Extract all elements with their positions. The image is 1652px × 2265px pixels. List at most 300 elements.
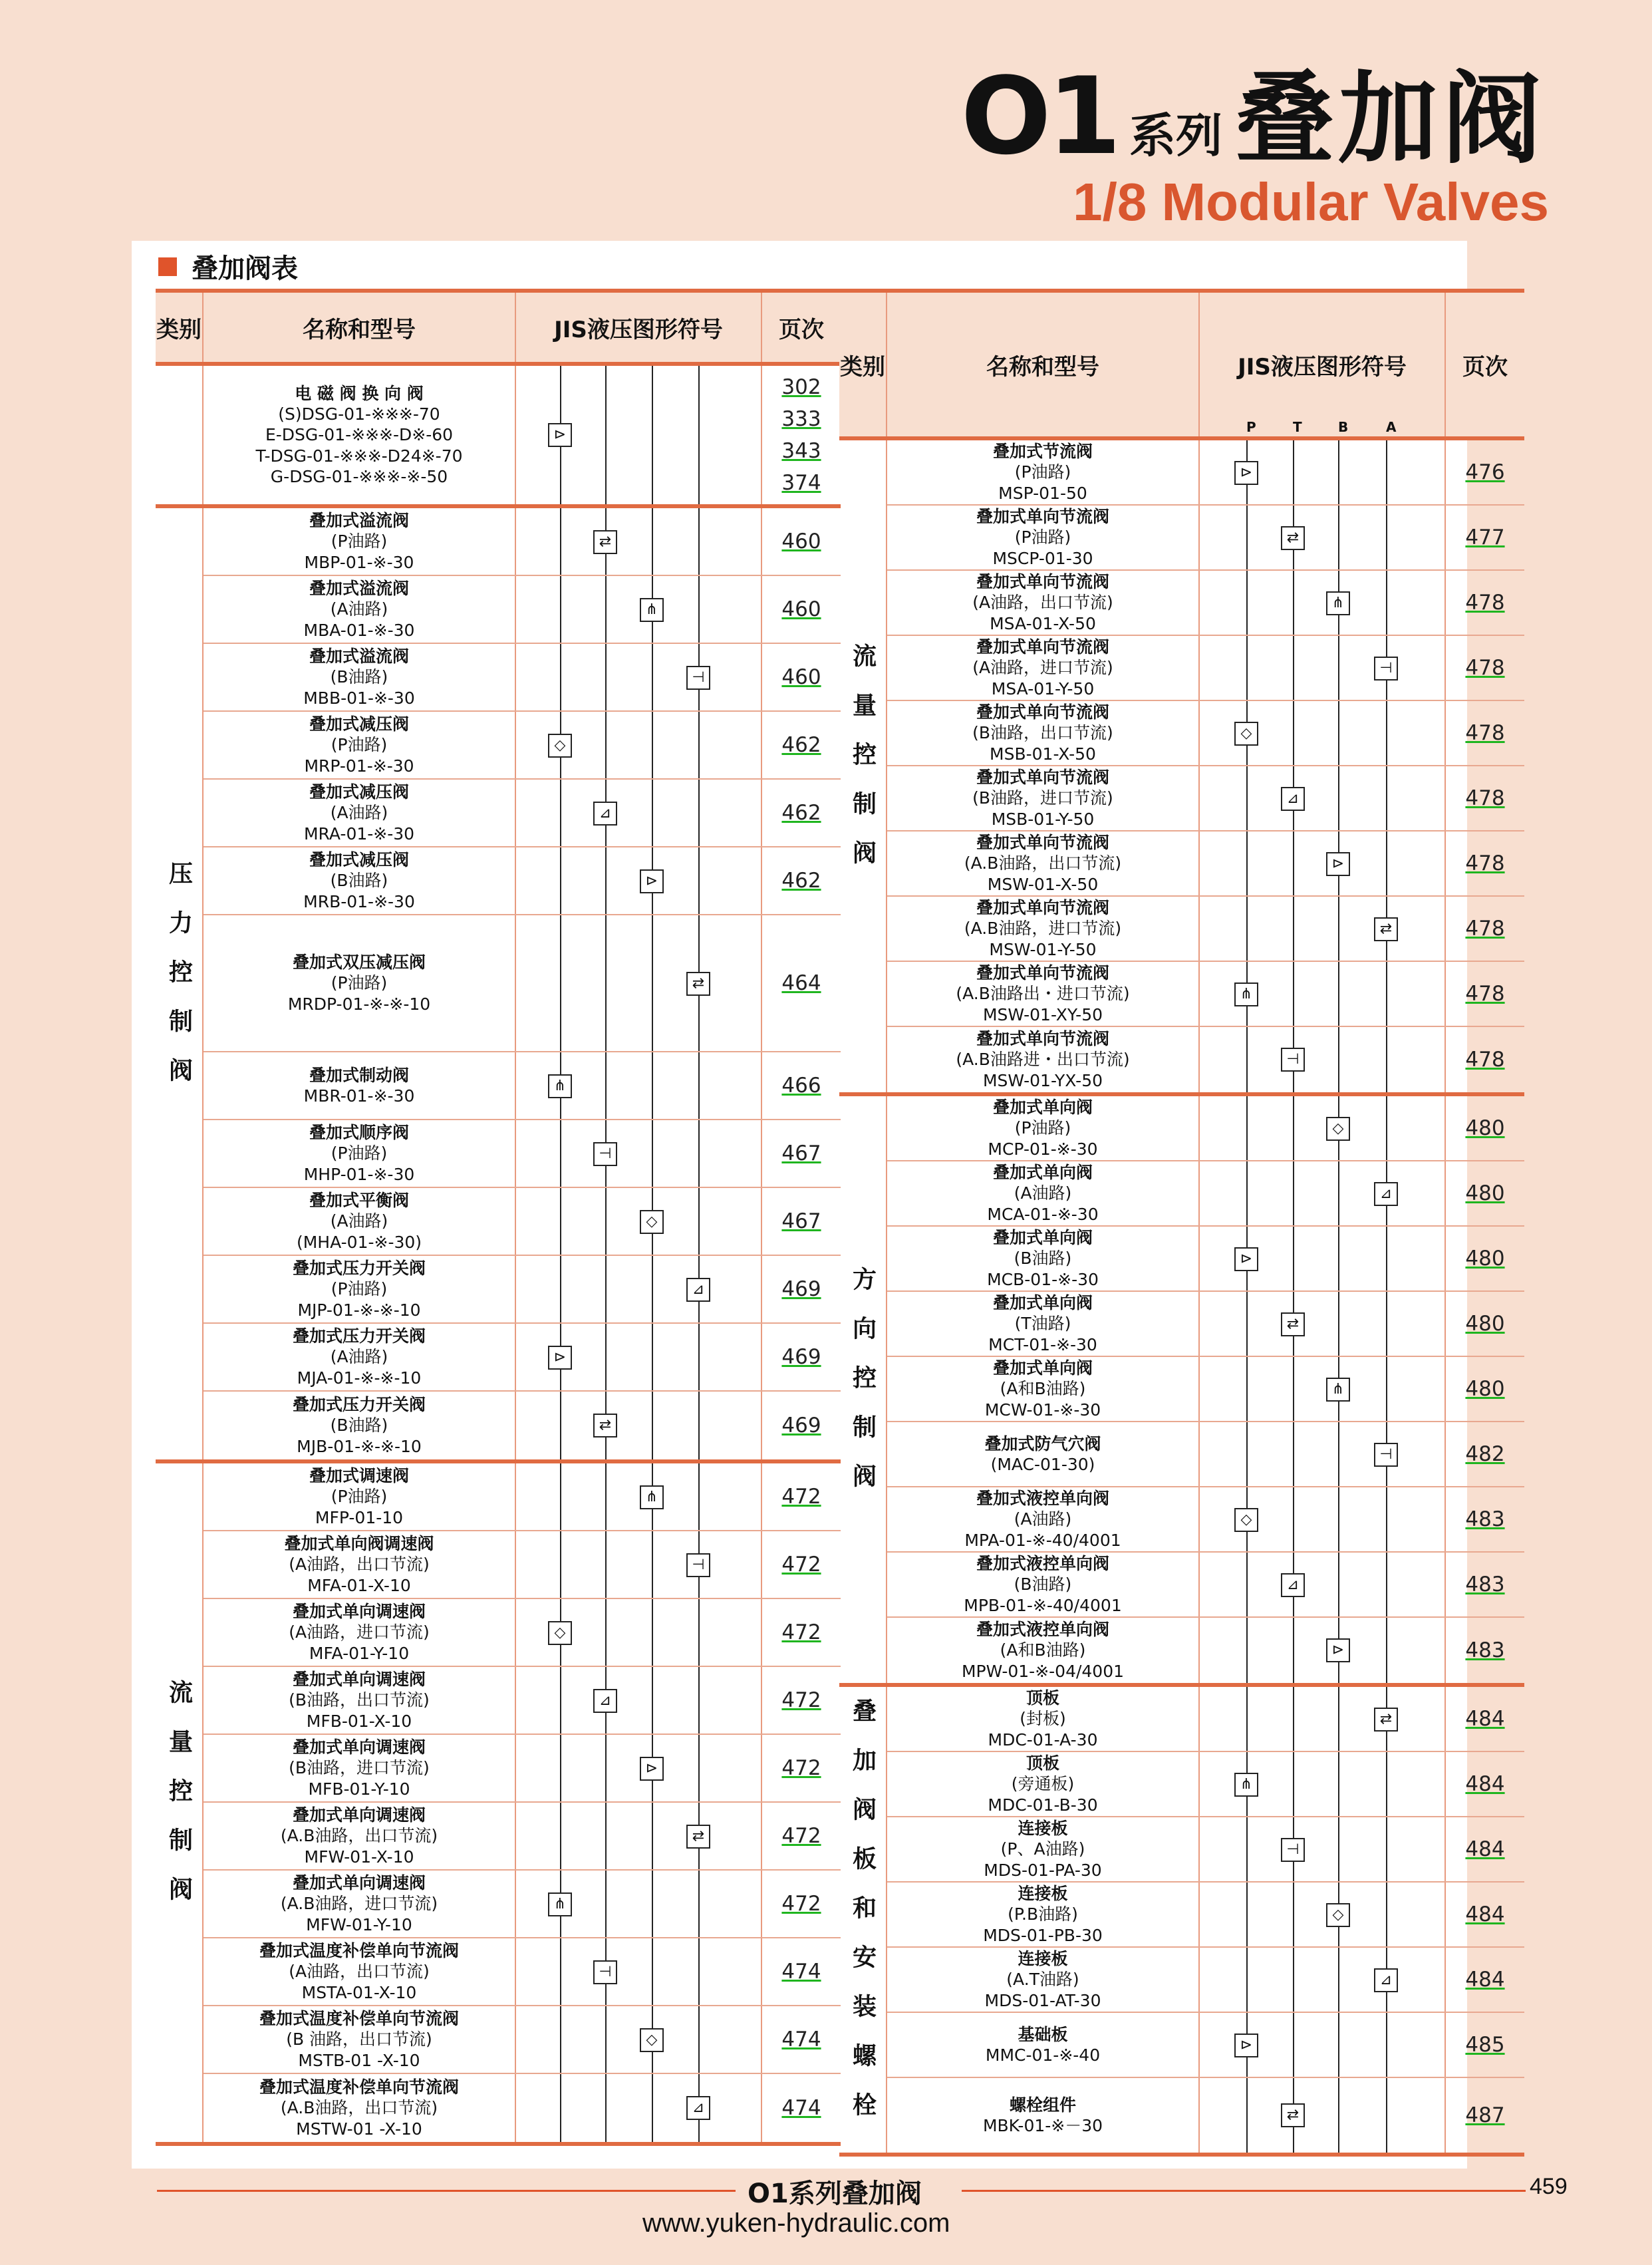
port-line [652, 1531, 653, 1598]
table-row [204, 1120, 841, 1188]
page-link[interactable]: 482 [1465, 1441, 1505, 1466]
page-link[interactable]: 472 [781, 1620, 821, 1644]
valve-name-line: 叠加式单向调速阀 [292, 1737, 426, 1757]
section-title: 叠加阀表 [192, 253, 298, 284]
valve-name-line: (旁通板) [1011, 1774, 1075, 1794]
valve-name-line: (B油路) [330, 1416, 388, 1435]
table-row [887, 2013, 1524, 2078]
valve-name-cell [204, 1052, 516, 1119]
page-cell [762, 1052, 841, 1119]
page-link[interactable]: 478 [1465, 981, 1505, 1006]
valve-name-line: MBR-01-※-30 [303, 1086, 415, 1106]
valve-name-line: MDS-01-PA-30 [984, 1860, 1102, 1880]
table-row [204, 1871, 841, 1938]
port-line [1338, 1687, 1339, 1751]
valve-name-line: (A.T油路) [1006, 1970, 1079, 1990]
port-line [652, 1120, 653, 1187]
table-row [887, 897, 1524, 962]
valve-name-line: (P油路) [331, 1143, 388, 1163]
valve-name-line: MMC-01-※-40 [985, 2045, 1101, 2065]
table-row [887, 1817, 1524, 1883]
port-line [1293, 1948, 1294, 2012]
port-line [1338, 701, 1339, 765]
page-link[interactable]: 472 [781, 1891, 821, 1916]
valve-name-line: (A油路) [330, 1347, 388, 1367]
page-cell [762, 1463, 841, 1530]
footer-line-right [962, 2190, 1526, 2192]
port-line [1338, 2013, 1339, 2077]
valve-name-line: 叠加式液控单向阀 [976, 1620, 1109, 1640]
valve-name-line: MFP-01-10 [315, 1507, 404, 1527]
port-line [652, 712, 653, 778]
page-link[interactable]: 474 [781, 1959, 821, 1984]
valve-name-line: MSA-01-X-50 [990, 613, 1096, 633]
table-row [887, 571, 1524, 636]
valve-name-line: 叠加式减压阀 [309, 850, 409, 870]
valve-name-line: 叠加式单向阀 [992, 1293, 1093, 1313]
page-link[interactable]: 466 [781, 1073, 821, 1098]
page-link[interactable]: 478 [1465, 655, 1505, 680]
valve-name-line: 叠加式制动阀 [309, 1065, 409, 1085]
valve-symbol-icon: ⇄ [1281, 1312, 1305, 1336]
valve-name-line: MCB-01-※-30 [987, 1269, 1099, 1289]
page-title [960, 54, 1546, 178]
valve-name-line: MJA-01-※-※-10 [297, 1368, 422, 1388]
hydraulic-symbol-cell [516, 2074, 762, 2142]
valve-name-line: (A油路，进口节流) [972, 658, 1113, 678]
port-line [1386, 2078, 1387, 2153]
page-cell [1446, 831, 1524, 895]
page-link[interactable]: 483 [1465, 1638, 1505, 1662]
page-cell [1446, 1227, 1524, 1290]
valve-name-line: (P油路) [331, 1487, 388, 1507]
valve-symbol-icon: ◇ [640, 1210, 664, 1234]
valve-name-line: 叠加式压力开关阀 [292, 1326, 426, 1346]
table-row [887, 1752, 1524, 1817]
valve-name-line: (P油路) [331, 1279, 388, 1299]
port-line [1386, 506, 1387, 569]
port-line [605, 1871, 607, 1937]
table-header [156, 293, 841, 366]
valve-name-line: MSW-01-Y-50 [989, 939, 1097, 959]
table-row [887, 1357, 1524, 1422]
valve-name-line: (T油路) [1014, 1314, 1071, 1334]
valve-name-line: (A油路，出口节流) [972, 593, 1113, 613]
page-link[interactable]: 333 [781, 406, 821, 431]
table-row [887, 1422, 1524, 1487]
valve-name-line: (MAC-01-30) [990, 1455, 1095, 1474]
valve-name-cell [887, 1752, 1200, 1816]
valve-name-line: 叠加式液控单向阀 [976, 1554, 1109, 1574]
page-link[interactable]: 462 [781, 868, 821, 893]
page-cell [1446, 1618, 1524, 1683]
valve-name-line: 叠加式单向节流阀 [976, 572, 1109, 592]
category-label: 流量控制阀 [165, 1680, 193, 1926]
valve-name-line: (P油路) [331, 531, 388, 551]
port-line [1338, 962, 1339, 1026]
valve-name-line: 叠加式防气穴阀 [984, 1434, 1101, 1453]
page-cell [762, 847, 841, 914]
valve-symbol-icon: ⊳ [1326, 1638, 1350, 1662]
page-link[interactable]: 484 [1465, 1967, 1505, 1992]
hydraulic-symbol-cell [1200, 571, 1446, 635]
port-line [560, 2006, 561, 2073]
page-link[interactable]: 472 [781, 1688, 821, 1712]
hydraulic-symbol-cell [1200, 1752, 1446, 1816]
page-cell [1446, 1487, 1524, 1551]
port-line [1246, 1422, 1248, 1486]
category-cell [156, 1463, 204, 2142]
valve-symbol-icon: ⊳ [1234, 1247, 1258, 1271]
page-link[interactable]: 467 [781, 1209, 821, 1233]
port-line [605, 1256, 607, 1322]
table-row [887, 1553, 1524, 1618]
page-link[interactable]: 477 [1465, 525, 1505, 549]
port-line [698, 1120, 700, 1187]
valve-symbol-icon: ⊿ [593, 802, 617, 826]
port-line [560, 2074, 561, 2142]
valve-symbol-icon: ⊳ [640, 1757, 664, 1781]
hydraulic-symbol-cell [516, 1871, 762, 1937]
page-cell [1446, 1553, 1524, 1616]
page-link[interactable]: 469 [781, 1413, 821, 1437]
page-cell [1446, 571, 1524, 635]
valve-name-line: (A油路) [1014, 1509, 1072, 1529]
valve-name-cell [204, 1120, 516, 1187]
valve-symbol-icon: ◇ [548, 734, 572, 758]
page-link[interactable]: 476 [1465, 460, 1505, 484]
valve-name-line: 叠加式减压阀 [309, 782, 409, 802]
page-link[interactable]: 484 [1465, 1837, 1505, 1861]
port-line [698, 1052, 700, 1119]
valve-name-line: MSW-01-XY-50 [982, 1004, 1103, 1024]
hydraulic-symbol-cell [516, 1531, 762, 1598]
valve-name-line: (P油路) [1014, 462, 1071, 482]
port-line [1386, 1817, 1387, 1881]
valve-name-cell [887, 1487, 1200, 1551]
valve-name-line: MSW-01-YX-50 [982, 1070, 1103, 1090]
port-line [605, 1735, 607, 1801]
page-link[interactable]: 484 [1465, 1706, 1505, 1731]
valve-name-line: (P油路) [331, 735, 388, 755]
valve-name-line: 叠加式温度补偿单向节流阀 [259, 1941, 459, 1961]
port-line [1386, 1487, 1387, 1551]
valve-name-line: 叠加式温度补偿单向节流阀 [259, 2077, 459, 2097]
page-link[interactable]: 462 [781, 800, 821, 825]
valve-symbol-icon: ⊣ [686, 1553, 710, 1577]
valve-name-line: MFB-01-X-10 [306, 1711, 412, 1731]
valve-name-line: (A.B油路，进口节流) [280, 1894, 438, 1914]
hydraulic-symbol-cell [1200, 1027, 1446, 1092]
table-row [204, 508, 841, 576]
valve-name-line: 顶板 [1026, 1753, 1059, 1773]
page-link[interactable]: 460 [781, 597, 821, 621]
port-line [698, 1463, 700, 1530]
valve-name-line: (A.B油路，出口节流) [280, 1826, 438, 1846]
page-link[interactable]: 472 [781, 1755, 821, 1780]
valve-name-line: 顶板 [1026, 1688, 1059, 1708]
page-cell [762, 2006, 841, 2073]
port-line [652, 508, 653, 575]
category-group [839, 1687, 1524, 2153]
page-link[interactable]: 480 [1465, 1246, 1505, 1271]
table-row [887, 1618, 1524, 1683]
port-line [652, 1803, 653, 1869]
table-row [887, 506, 1524, 571]
valve-name-cell [204, 2074, 516, 2142]
table-row [204, 1463, 841, 1531]
port-line [1246, 766, 1248, 830]
page-link[interactable]: 302 [781, 375, 821, 399]
port-line [1293, 571, 1294, 635]
page-link[interactable]: 484 [1465, 1902, 1505, 1926]
valve-name-cell [204, 712, 516, 778]
left-table [156, 289, 841, 2146]
valve-name-line: 连接板 [1018, 1819, 1068, 1839]
valve-name-line: 叠加式双压减压阀 [292, 953, 426, 973]
table-row [887, 1227, 1524, 1292]
valve-name-line: MSB-01-X-50 [990, 744, 1096, 764]
valve-name-line: MSA-01-Y-50 [991, 679, 1095, 698]
valve-name-line: 叠加式温度补偿单向节流阀 [259, 2009, 459, 2029]
page-link[interactable]: 374 [781, 471, 821, 496]
valve-symbol-icon: ⇄ [1374, 1708, 1398, 1732]
group-rows [887, 1096, 1524, 1683]
page-link[interactable]: 480 [1465, 1311, 1505, 1336]
valve-name-line: 电 磁 阀 换 向 阀 [295, 383, 424, 403]
page-link[interactable]: 469 [781, 1344, 821, 1369]
page-link[interactable]: 483 [1465, 1572, 1505, 1596]
port-line [698, 1324, 700, 1390]
page-link[interactable]: 460 [781, 665, 821, 689]
footer-title: O1系列叠加阀 [748, 2179, 922, 2209]
page-link[interactable]: 478 [1465, 916, 1505, 941]
valve-name-line: (B油路，出口节流) [972, 723, 1113, 743]
port-line [1246, 1618, 1248, 1683]
port-line [698, 1938, 700, 2005]
page-cell [762, 508, 841, 575]
header-name [204, 293, 516, 362]
page-link[interactable]: 462 [781, 732, 821, 757]
valve-name-cell [887, 571, 1200, 635]
valve-name-cell [887, 1096, 1200, 1160]
valve-name-line: (P、A油路) [1000, 1839, 1085, 1859]
port-line [652, 1599, 653, 1666]
page-cell [762, 1871, 841, 1937]
table-row [204, 1392, 841, 1459]
header-symbol [516, 293, 762, 362]
port-line [1386, 1618, 1387, 1683]
page-link[interactable]: 474 [781, 2027, 821, 2051]
table-row [887, 1161, 1524, 1227]
table-row [887, 831, 1524, 897]
valve-name-line: 叠加式单向节流阀 [976, 507, 1109, 527]
page-link[interactable]: 478 [1465, 851, 1505, 875]
page-cell [1446, 1357, 1524, 1421]
valve-symbol-icon: ⊣ [593, 1142, 617, 1166]
right-table [839, 289, 1524, 2157]
valve-name-line: 叠加式单向调速阀 [292, 1873, 426, 1893]
hydraulic-symbol-cell [516, 1188, 762, 1255]
hydraulic-symbol-cell [516, 576, 762, 643]
page-link[interactable]: 478 [1465, 590, 1505, 615]
page-cell [762, 1120, 841, 1187]
page-cell [1446, 962, 1524, 1026]
valve-name-cell [887, 1357, 1200, 1421]
port-line [605, 1599, 607, 1666]
port-label-a: A [1386, 419, 1397, 435]
valve-name-cell [204, 1871, 516, 1937]
port-line [1246, 1687, 1248, 1751]
valve-name-line: (B 油路，出口节流) [286, 2030, 432, 2049]
port-line [1293, 1357, 1294, 1421]
valve-name-line: (A.B油路，出口节流) [280, 2098, 438, 2118]
port-line [560, 847, 561, 914]
category-label: 压力控制阀 [165, 861, 193, 1107]
header-category [839, 293, 887, 436]
group-rows [204, 366, 841, 504]
port-line [1386, 1752, 1387, 1816]
valve-name-line: (A油路) [330, 803, 388, 823]
valve-name-line: T-DSG-01-※※※-D24※-70 [255, 446, 463, 466]
hydraulic-symbol-cell [1200, 1161, 1446, 1225]
category-group [839, 1096, 1524, 1687]
valve-symbol-icon: ⊿ [1281, 1573, 1305, 1597]
port-line [560, 1938, 561, 2005]
valve-name-line: (P油路) [331, 973, 388, 993]
valve-symbol-icon: ⇄ [686, 1825, 710, 1849]
valve-name-line: (P油路) [1014, 528, 1071, 547]
page-link[interactable]: 480 [1465, 1376, 1505, 1401]
port-line [1386, 766, 1387, 830]
hydraulic-symbol-cell [516, 1599, 762, 1666]
page-cell [1446, 506, 1524, 569]
page-cell [1446, 1161, 1524, 1225]
valve-name-line: (B油路) [330, 871, 388, 891]
hydraulic-symbol-cell [1200, 1422, 1446, 1486]
port-line [1293, 1752, 1294, 1816]
page-link[interactable]: 478 [1465, 720, 1505, 745]
hydraulic-symbol-cell [516, 915, 762, 1051]
hydraulic-symbol-cell [1200, 1817, 1446, 1881]
page-link[interactable]: 484 [1465, 1771, 1505, 1796]
valve-name-line: 叠加式单向节流阀 [976, 898, 1109, 918]
port-line [560, 1392, 561, 1459]
category-cell [156, 508, 204, 1459]
port-line [698, 1735, 700, 1801]
valve-symbol-icon: ⊳ [640, 869, 664, 893]
page-link[interactable]: 480 [1465, 1116, 1505, 1140]
page-link[interactable]: 460 [781, 529, 821, 553]
hydraulic-symbol-cell [1200, 1096, 1446, 1160]
table-row [204, 2006, 841, 2074]
valve-name-cell [204, 1599, 516, 1666]
page-cell [1446, 1292, 1524, 1356]
valve-name-line: MPW-01-※-04/4001 [961, 1661, 1125, 1681]
hydraulic-symbol-cell [1200, 1948, 1446, 2012]
valve-name-line: G-DSG-01-※※※-※-50 [270, 466, 448, 486]
valve-symbol-icon: ⊳ [1234, 461, 1258, 485]
group-rows [887, 1687, 1524, 2153]
page-link[interactable]: 480 [1465, 1181, 1505, 1205]
hydraulic-symbol-cell [1200, 831, 1446, 895]
port-line [1386, 1292, 1387, 1356]
port-line [605, 1324, 607, 1390]
port-line [1246, 1553, 1248, 1616]
page-link[interactable]: 464 [781, 971, 821, 995]
valve-name-line: (A.B油路，出口节流) [964, 853, 1122, 873]
hydraulic-symbol-cell [516, 508, 762, 575]
hydraulic-symbol-cell [516, 1324, 762, 1390]
page-link[interactable]: 472 [781, 1823, 821, 1848]
port-line [560, 1120, 561, 1187]
valve-name-line: 叠加式单向节流阀 [976, 768, 1109, 788]
page-link[interactable]: 474 [781, 2095, 821, 2120]
valve-name-line: 叠加式单向阀 [992, 1228, 1093, 1248]
port-line [1386, 1357, 1387, 1421]
valve-name-cell [204, 915, 516, 1051]
valve-name-cell [204, 366, 516, 504]
port-line [1293, 701, 1294, 765]
valve-symbol-icon: ◇ [1326, 1117, 1350, 1141]
port-line [1338, 1227, 1339, 1290]
valve-name-cell [887, 1618, 1200, 1683]
page-link[interactable]: 478 [1465, 1047, 1505, 1072]
page-link[interactable]: 469 [781, 1277, 821, 1301]
hydraulic-symbol-cell [516, 712, 762, 778]
valve-name-cell [204, 1188, 516, 1255]
page-link[interactable]: 472 [781, 1484, 821, 1509]
port-line [1246, 1357, 1248, 1421]
valve-symbol-icon: ⋔ [1234, 982, 1258, 1006]
valve-name-line: 叠加式单向调速阀 [292, 1670, 426, 1690]
page-link[interactable]: 487 [1465, 2103, 1505, 2127]
page-link[interactable]: 483 [1465, 1507, 1505, 1531]
valve-name-cell [887, 962, 1200, 1026]
header-symbol-text: JIS液压图形符号 [1238, 353, 1407, 380]
hydraulic-symbol-cell [1200, 1292, 1446, 1356]
hydraulic-symbol-cell [516, 780, 762, 846]
table-row [887, 1096, 1524, 1161]
valve-name-cell [887, 2078, 1200, 2153]
valve-name-cell [887, 897, 1200, 961]
page-link[interactable]: 472 [781, 1552, 821, 1577]
valve-name-line: MFW-01-X-10 [304, 1847, 414, 1867]
port-line [1338, 440, 1339, 504]
valve-name-cell [204, 508, 516, 575]
page-link[interactable]: 467 [781, 1141, 821, 1165]
port-line [605, 1052, 607, 1119]
valve-name-cell [204, 1938, 516, 2005]
valve-name-cell [204, 2006, 516, 2073]
hydraulic-symbol-cell [516, 1052, 762, 1119]
page-link[interactable]: 478 [1465, 786, 1505, 810]
port-line [652, 1256, 653, 1322]
page-link[interactable]: 343 [781, 439, 821, 463]
page-cell [762, 1735, 841, 1801]
port-line [652, 1667, 653, 1734]
port-line [560, 1667, 561, 1734]
page-cell [762, 1324, 841, 1390]
page-link[interactable]: 485 [1465, 2032, 1505, 2057]
port-line [1293, 636, 1294, 700]
valve-name-line: MCW-01-※-30 [984, 1400, 1101, 1420]
valve-name-line: MCT-01-※-30 [988, 1334, 1097, 1354]
valve-name-line: (A油路，出口节流) [289, 1555, 430, 1575]
valve-name-line: MCA-01-※-30 [987, 1204, 1099, 1224]
port-line [1338, 1817, 1339, 1881]
valve-name-cell [887, 2013, 1200, 2077]
